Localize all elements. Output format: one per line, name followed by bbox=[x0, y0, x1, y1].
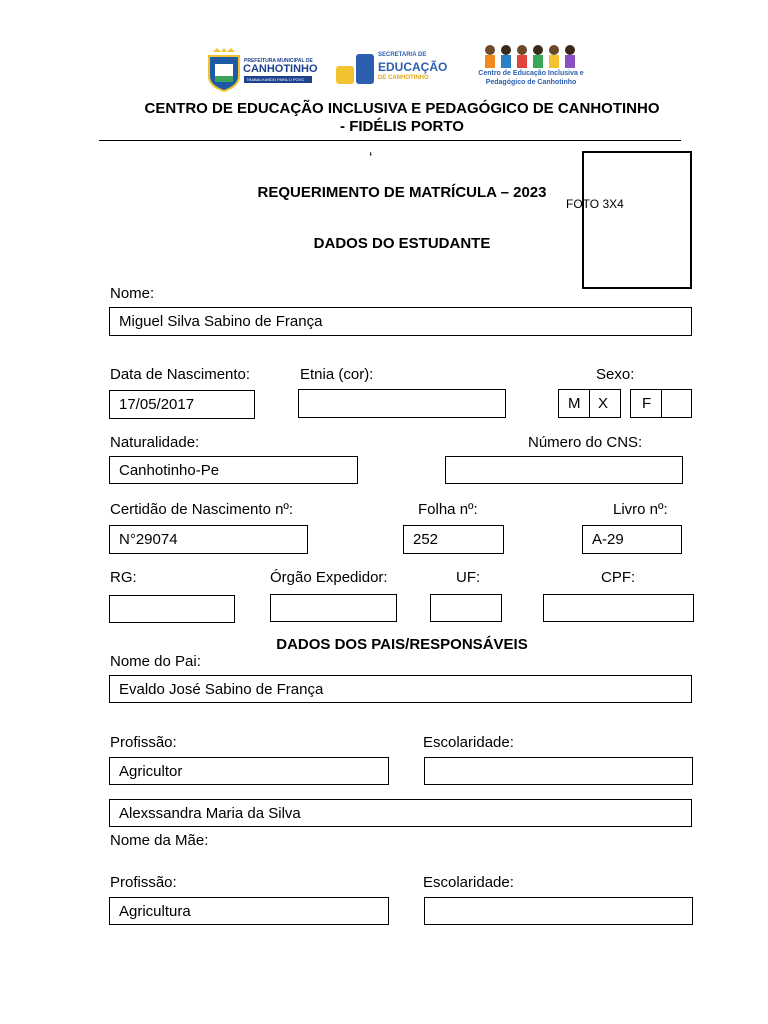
secretaria-line3: DE CANHOTINHO bbox=[378, 75, 429, 81]
pai-field[interactable]: Evaldo José Sabino de França bbox=[109, 675, 692, 703]
secretaria-logo bbox=[336, 52, 448, 88]
sexo-m-checkbox[interactable]: X bbox=[589, 389, 621, 418]
sexo-m-cell: M bbox=[558, 389, 590, 418]
mae-escolaridade-field[interactable] bbox=[424, 897, 693, 925]
children-icon bbox=[482, 44, 582, 70]
nascimento-label: Data de Nascimento: bbox=[110, 366, 251, 383]
mae-escolaridade-label: Escolaridade: bbox=[423, 874, 514, 891]
header-divider bbox=[99, 140, 681, 141]
certidao-label: Certidão de Nascimento nº: bbox=[110, 501, 294, 518]
section-parents-title: DADOS DOS PAIS/RESPONSÁVEIS bbox=[276, 636, 528, 653]
photo-label: FOTO 3X4 bbox=[566, 197, 624, 211]
form-title: REQUERIMENTO DE MATRÍCULA – 2023 bbox=[257, 184, 547, 201]
sexo-f-cell: F bbox=[630, 389, 662, 418]
slogan-bar bbox=[244, 76, 312, 83]
folha-label: Folha nº: bbox=[418, 501, 478, 518]
etnia-label: Etnia (cor): bbox=[300, 366, 374, 383]
centro-logo bbox=[466, 44, 596, 90]
certidao-field[interactable]: N°29074 bbox=[109, 525, 308, 554]
centro-line2: Pedagógico de Canhotinho bbox=[485, 79, 577, 86]
cns-field[interactable] bbox=[445, 456, 683, 484]
sexo-f-checkbox[interactable] bbox=[661, 389, 692, 418]
photo-box bbox=[582, 151, 692, 289]
page-title-line2: - FIDÉLIS PORTO bbox=[340, 118, 464, 135]
naturalidade-field[interactable]: Canhotinho-Pe bbox=[109, 456, 358, 484]
mae-profissao-label: Profissão: bbox=[110, 874, 177, 891]
prefeitura-logo bbox=[207, 48, 317, 92]
prefeitura-slogan: TRABALHANDO PARA O POVO bbox=[246, 77, 305, 82]
livro-field[interactable]: A-29 bbox=[582, 525, 682, 554]
section-student-title: DADOS DO ESTUDANTE bbox=[313, 235, 491, 252]
nome-field[interactable]: Miguel Silva Sabino de França bbox=[109, 307, 692, 336]
folha-field[interactable]: 252 bbox=[403, 525, 504, 554]
centro-line1: Centro de Educação Inclusiva e bbox=[478, 70, 584, 77]
cpf-field[interactable] bbox=[543, 594, 694, 622]
pai-escolaridade-label: Escolaridade: bbox=[423, 734, 514, 751]
prefeitura-line1: PREFEITURA MUNICIPAL DE bbox=[244, 58, 313, 64]
pai-label: Nome do Pai: bbox=[110, 653, 201, 670]
cns-label: Número do CNS: bbox=[528, 434, 643, 451]
page-title-line1: CENTRO DE EDUCAÇÃO INCLUSIVA E PEDAGÓGICO DE CANHOTINHO bbox=[144, 100, 660, 117]
cpf-label: CPF: bbox=[601, 569, 636, 586]
naturalidade-label: Naturalidade: bbox=[110, 434, 200, 451]
book-icon bbox=[356, 54, 374, 84]
pai-profissao-label: Profissão: bbox=[110, 734, 177, 751]
uf-field[interactable] bbox=[430, 594, 502, 622]
mae-label: Nome da Mãe: bbox=[110, 832, 209, 849]
nascimento-field[interactable]: 17/05/2017 bbox=[109, 390, 255, 419]
stray-mark: ‘ bbox=[369, 149, 373, 166]
secretaria-name: EDUCAÇÃO bbox=[378, 60, 448, 74]
pai-escolaridade-field[interactable] bbox=[424, 757, 693, 785]
livro-label: Livro nº: bbox=[613, 501, 668, 518]
prefeitura-name: CANHOTINHO bbox=[243, 63, 318, 75]
shield-icon bbox=[207, 48, 241, 92]
orgao-label: Órgão Expedidor: bbox=[270, 569, 388, 586]
sexo-label: Sexo: bbox=[596, 366, 635, 383]
nome-label: Nome: bbox=[110, 285, 155, 302]
mae-profissao-field[interactable]: Agricultura bbox=[109, 897, 389, 925]
rg-field[interactable] bbox=[109, 595, 235, 623]
mae-field[interactable]: Alexssandra Maria da Silva bbox=[109, 799, 692, 827]
pencil-icon bbox=[336, 66, 354, 84]
etnia-field[interactable] bbox=[298, 389, 506, 418]
rg-label: RG: bbox=[110, 569, 137, 586]
orgao-field[interactable] bbox=[270, 594, 397, 622]
secretaria-line1: SECRETARIA DE bbox=[378, 52, 427, 58]
uf-label: UF: bbox=[456, 569, 481, 586]
pai-profissao-field[interactable]: Agricultor bbox=[109, 757, 389, 785]
